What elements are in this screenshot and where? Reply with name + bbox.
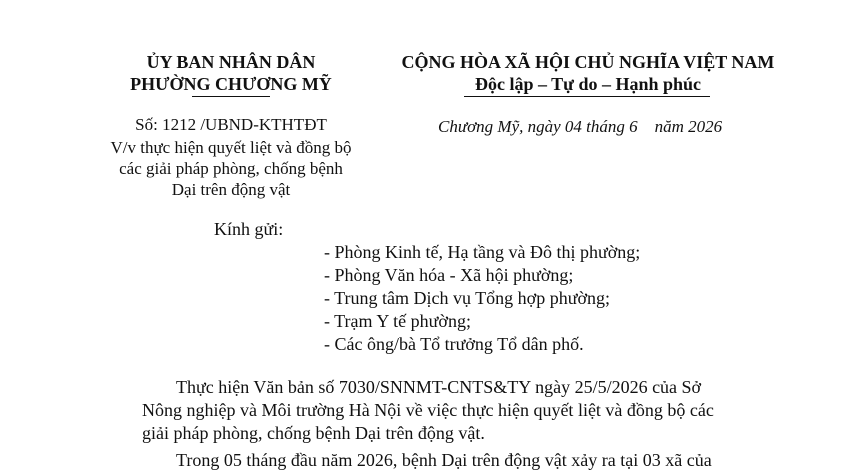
document-number: Số: 1212 /UBND-KTHTĐT <box>135 115 327 134</box>
body-paragraph-1-line-2: Nông nghiệp và Môi trường Hà Nội về việc thực hiện quyết liệt và đồng bộ các <box>142 400 714 420</box>
recipient-item: - Phòng Văn hóa - Xã hội phường; <box>324 265 574 285</box>
body-paragraph-1-line-3: giải pháp phòng, chống bệnh Dại trên động vật. <box>142 423 485 443</box>
issuing-org-line1: ỦY BAN NHÂN DÂN <box>146 52 316 72</box>
national-motto: Độc lập – Tự do – Hạnh phúc <box>474 74 702 94</box>
recipient-item: - Trung tâm Dịch vụ Tổng hợp phường; <box>324 288 610 308</box>
motto-underline <box>464 96 710 97</box>
subject-line-2: các giải pháp phòng, chống bệnh <box>119 159 343 178</box>
body-paragraph-1-line-1: Thực hiện Văn bản số 7030/SNNMT-CNTS&TY ngày 25/5/2026 của Sở <box>176 377 702 397</box>
recipient-item: - Các ông/bà Tổ trưởng Tổ dân phố. <box>324 334 584 354</box>
subject-line-3: Dại trên động vật <box>171 180 291 199</box>
subject-line-1: V/v thực hiện quyết liệt và đồng bộ <box>110 138 352 157</box>
body-paragraph-2-line-1: Trong 05 tháng đầu năm 2026, bệnh Dại trên động vật xảy ra tại 03 xã của <box>176 450 712 470</box>
recipient-item: - Trạm Y tế phường; <box>324 311 471 331</box>
greeting: Kính gửi: <box>214 219 284 239</box>
recipient-item: - Phòng Kinh tế, Hạ tầng và Đô thị phường; <box>324 242 641 262</box>
issuing-org-line2: PHƯỜNG CHƯƠNG MỸ <box>130 74 332 94</box>
republic-title: CỘNG HÒA XÃ HỘI CHỦ NGHĨA VIỆT NAM <box>401 52 775 72</box>
org-underline <box>192 96 270 97</box>
place-date-line: Chương Mỹ, ngày 04 tháng 6 năm 2026 <box>438 117 723 136</box>
